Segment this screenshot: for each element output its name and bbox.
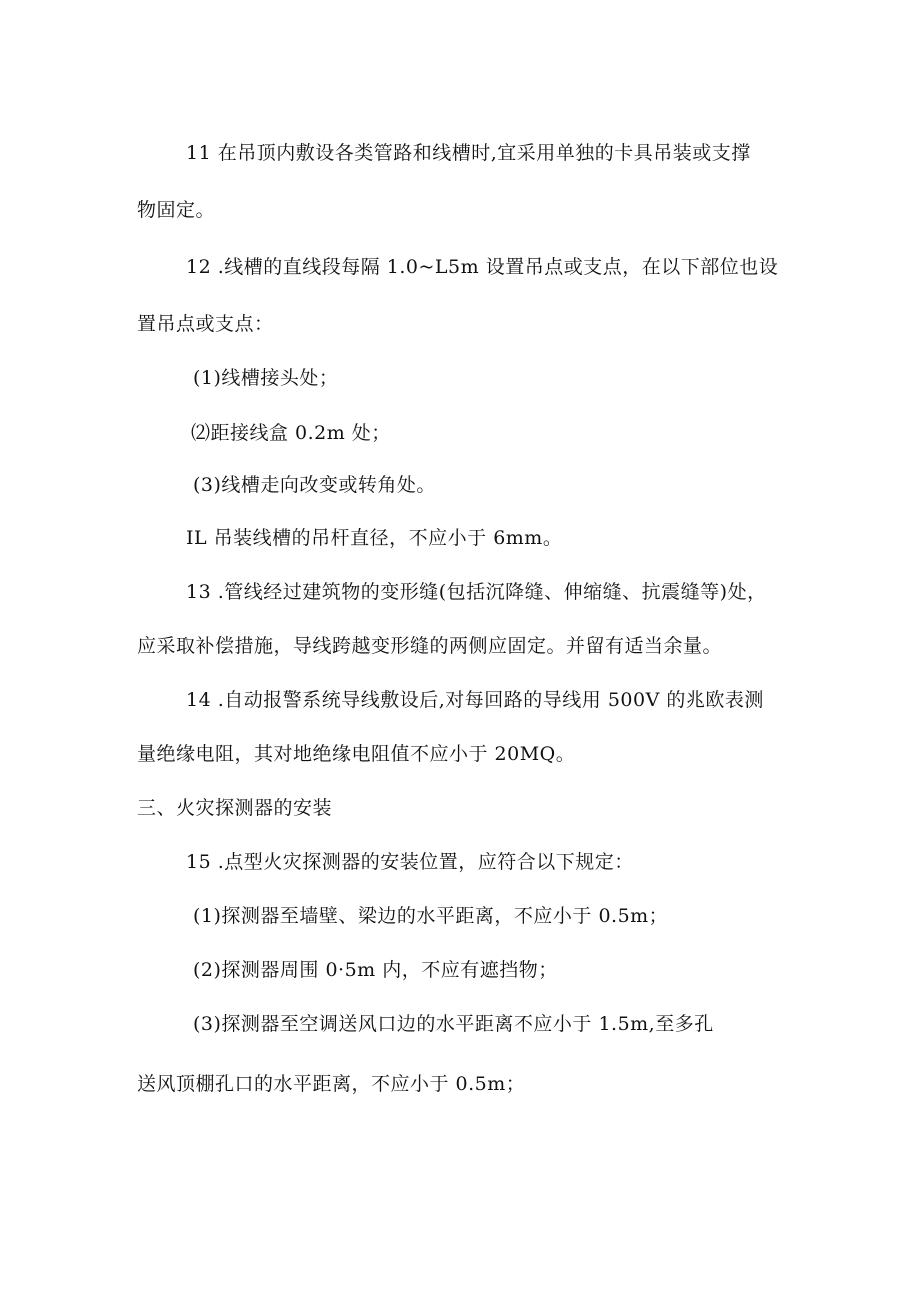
text-line-hanger-rod: IL 吊装线槽的吊杆直径，不应小于 6mm。 [186, 527, 563, 549]
text-line-13-part1: 13 .管线经过建筑物的变形缝(包括沉降缝、伸缩缝、抗震缝等)处， [186, 581, 767, 603]
list-item-wall-distance: (1)探测器至墙壁、梁边的水平距离，不应小于 0.5m； [193, 905, 669, 927]
text-line-11-part1: 11 在吊顶内敷设各类管路和线槽时,宜采用单独的卡具吊装或支撑 [186, 142, 751, 164]
text-line-12-part1: 12 .线槽的直线段每隔 1.0~L5m 设置吊点或支点，在以下部位也设 [186, 256, 779, 278]
list-item-air-outlet-part2: 送风顶棚孔口的水平距离，不应小于 0.5m； [137, 1073, 526, 1095]
text-line-13-part2: 应采取补偿措施，导线跨越变形缝的两侧应固定。并留有适当余量。 [137, 635, 723, 657]
list-item-junction-box: ⑵距接线盒 0.2m 处； [191, 422, 391, 444]
text-line-14-part2: 量绝缘电阻，其对地绝缘电阻值不应小于 20MQ。 [137, 743, 576, 765]
list-item-joint: (1)线槽接头处； [193, 367, 339, 389]
text-line-15: 15 .点型火灾探测器的安装位置，应符合以下规定： [186, 851, 634, 873]
section-heading-detector-installation: 三、火灾探测器的安装 [137, 797, 333, 819]
text-line-11-part2: 物固定。 [137, 199, 216, 221]
list-item-turn: (3)线槽走向改变或转角处。 [193, 474, 436, 496]
list-item-no-obstruction: (2)探测器周围 0·5m 内，不应有遮挡物； [193, 959, 558, 981]
text-line-14-part1: 14 .自动报警系统导线敷设后,对每回路的导线用 500V 的兆欧表测 [186, 689, 764, 711]
text-line-12-part2: 置吊点或支点： [137, 313, 274, 335]
list-item-air-outlet-part1: (3)探测器至空调送风口边的水平距离不应小于 1.5m,至多孔 [193, 1013, 714, 1035]
